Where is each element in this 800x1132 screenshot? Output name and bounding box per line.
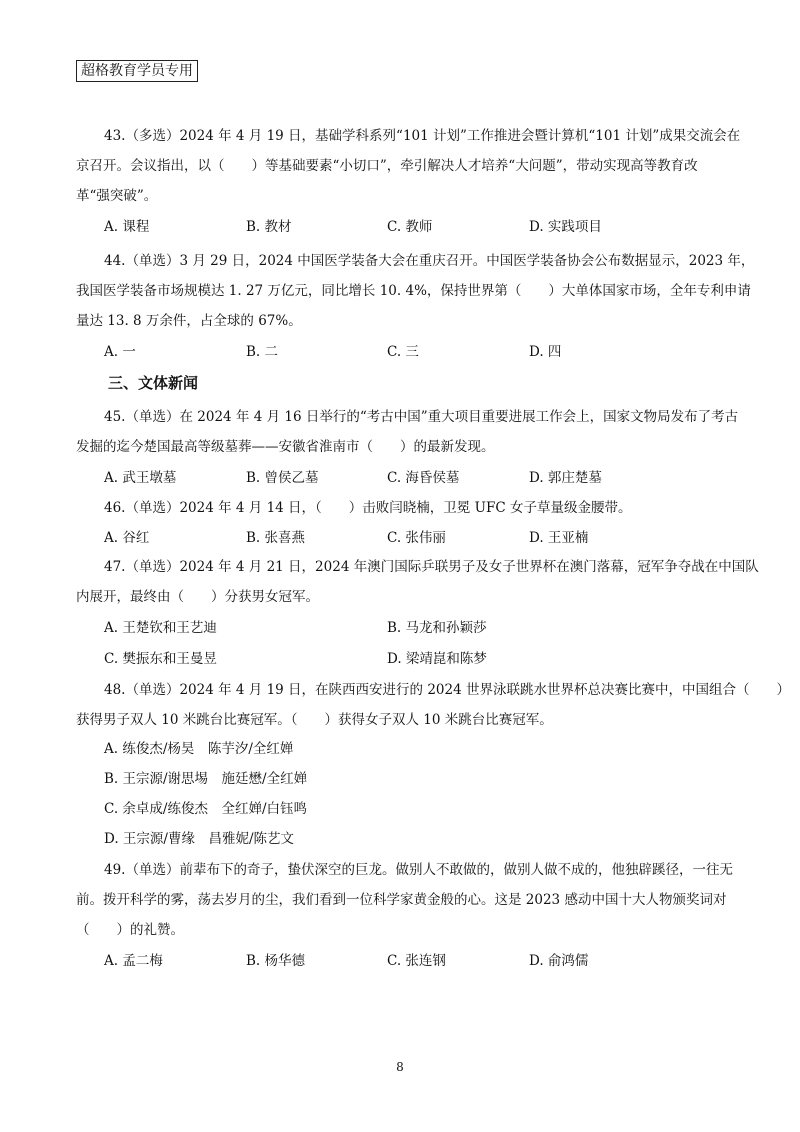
q44-option-a: A. 一	[104, 344, 136, 360]
q49-line-1: 49.（单选）前辈布下的奇子，蛰伏深空的巨龙。做别人不敢做的，做别人做不成的，他独辟蹊径，一往无	[104, 862, 733, 878]
q47-line-2: 内展开，最终由（ ）分获男女冠军。	[76, 589, 319, 605]
section-title: 三、文体新闻	[108, 374, 199, 392]
q44-option-c: C. 三	[387, 344, 419, 360]
q49-option-a: A. 孟二梅	[104, 953, 163, 969]
q43-line-3: 革“强突破”。	[76, 188, 158, 204]
q44-line-2: 我国医学装备市场规模达 1. 27 万亿元，同比增长 10. 4%，保持世界第（ ）大单体国家市场，全年专利申请	[76, 283, 751, 299]
q47-option-b: B. 马龙和孙颖莎	[387, 620, 487, 636]
q44-line-1: 44.（单选）3 月 29 日，2024 中国医学装备大会在重庆召开。中国医学装备协会公布数据显示，2023 年，	[104, 253, 755, 269]
header-label: 超格教育学员专用	[76, 60, 198, 82]
q45-line-2: 发掘的迄今楚国最高等级墓葬——安徽省淮南市（ ）的最新发现。	[76, 439, 495, 455]
q45-option-b: B. 曾侯乙墓	[246, 470, 319, 486]
q43-option-d: D. 实践项目	[529, 219, 602, 235]
q44-option-b: B. 二	[246, 344, 279, 360]
q43-option-a: A. 课程	[104, 219, 150, 235]
q45-option-d: D. 郭庄楚墓	[529, 470, 602, 486]
q47-option-d: D. 梁靖崑和陈梦	[387, 651, 487, 667]
q49-line-2: 前。拨开科学的雾，荡去岁月的尘，我们看到一位科学家黄金般的心。这是 2023 感动中国十大人物颁奖词对	[76, 892, 727, 908]
q46-line-1: 46.（单选）2024 年 4 月 14 日，（ ）击败闫晓楠，卫冕 UFC 女子草量级金腰带。	[104, 500, 632, 516]
q48-option-b: B. 王宗源/谢思埸 施廷懋/全红婵	[104, 771, 308, 787]
q45-line-1: 45.（单选）在 2024 年 4 月 16 日举行的“考古中国”重大项目重要进展工作会上，国家文物局发布了考古	[104, 409, 739, 425]
q45-option-c: C. 海昏侯墓	[387, 470, 460, 486]
q43-line-2: 京召开。会议指出，以（ ）等基础要素“小切口”，牵引解决人才培养“大问题”，带动实现高等教育改	[76, 158, 698, 174]
q46-option-a: A. 谷红	[104, 530, 150, 546]
q46-option-b: B. 张喜燕	[246, 530, 306, 546]
q48-option-d: D. 王宗源/曹缘 昌雅妮/陈艺文	[104, 831, 295, 847]
q43-option-c: C. 教师	[387, 219, 433, 235]
q48-line-1: 48.（单选）2024 年 4 月 19 日，在陕西西安进行的 2024 世界泳联跳水世界杯总决赛比赛中，中国组合（ ）	[104, 682, 790, 698]
q49-option-c: C. 张连钢	[387, 953, 446, 969]
q46-option-c: C. 张伟丽	[387, 530, 446, 546]
q48-line-2: 获得男子双人 10 米跳台比赛冠军。（ ）获得女子双人 10 米跳台比赛冠军。	[76, 712, 553, 728]
q48-option-a: A. 练俊杰/杨昊 陈芋汐/全红婵	[104, 741, 294, 757]
q47-option-c: C. 樊振东和王曼昱	[104, 651, 217, 667]
q45-option-a: A. 武王墩墓	[104, 470, 177, 486]
q44-line-3: 量达 13. 8 万余件，占全球的 67%。	[76, 313, 302, 329]
q43-line-1: 43.（多选）2024 年 4 月 19 日，基础学科系列“101 计划”工作推进会暨计算机“101 计划”成果交流会在	[104, 128, 741, 144]
q47-line-1: 47.（单选）2024 年 4 月 21 日，2024 年澳门国际乒联男子及女子世界杯在澳门落幕，冠军争夺战在中国队	[104, 559, 759, 575]
q43-option-b: B. 教材	[246, 219, 292, 235]
q46-option-d: D. 王亚楠	[529, 530, 589, 546]
q44-option-d: D. 四	[529, 344, 562, 360]
q47-option-a: A. 王楚钦和王艺迪	[104, 620, 217, 636]
q49-line-3: （ ）的礼赞。	[76, 922, 184, 938]
q49-option-b: B. 杨华德	[246, 953, 306, 969]
q49-option-d: D. 俞鸿儒	[529, 953, 589, 969]
page-number: 8	[396, 1060, 404, 1074]
q48-option-c: C. 余卓成/练俊杰 全红婵/白钰鸣	[104, 801, 308, 817]
